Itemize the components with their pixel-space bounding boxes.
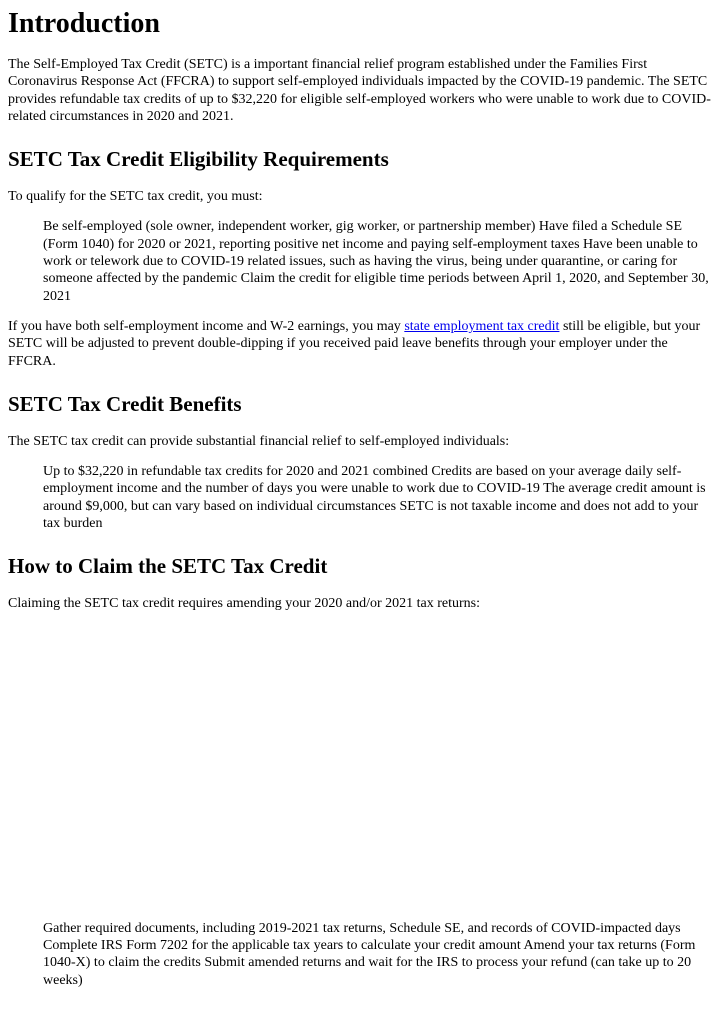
state-employment-tax-credit-link[interactable]: state employment tax credit — [404, 318, 560, 334]
benefits-lead: The SETC tax credit can provide substantial financial relief to self-employed individuals: — [8, 433, 510, 449]
benefits-heading: SETC Tax Credit Benefits — [8, 391, 242, 416]
eligibility-note-before: If you have both self-employment income and W-2 earnings, you may — [8, 318, 405, 334]
eligibility-note — [8, 318, 712, 370]
eligibility-requirements-list: Be self-employed (sole owner, independent worker, gig worker, or partnership member) Have filed a Schedule SE (Form 1040) for 2020 or 2021, reporting positive net income and paying self-employment taxes Have been unable to work or telework due to COVID-19 related issues, such as having the virus, being under quarantine, or caring for someone affected by the pandemic Claim the credit for eligible time periods between April 1, 2020, and September 30, 2021 — [43, 219, 709, 304]
blank-space — [8, 613, 712, 920]
eligibility-note-after: still be eligible, but your SETC will be adjusted to prevent double-dipping if you received paid leave benefits through your employer under the FFCRA. — [8, 318, 701, 369]
eligibility-lead: To qualify for the SETC tax credit, you must: — [8, 189, 263, 205]
claim-heading: How to Claim the SETC Tax Credit — [8, 554, 328, 579]
claim-steps-list: Gather required documents, including 2019-2021 tax returns, Schedule SE, and records of COVID-impacted days Complete IRS Form 7202 for the applicable tax years to calculate your credit amount Amend your tax returns (Form 1040-X) to claim the credits Submit amended returns and wait for the IRS to process your refund (can take up to 20 weeks) — [43, 920, 696, 988]
claim-lead: Claiming the SETC tax credit requires amending your 2020 and/or 2021 tax returns: — [8, 596, 481, 612]
introduction-paragraph: The Self-Employed Tax Credit (SETC) is a important financial relief program established under the Families First Coronavirus Response Act (FFCRA) to support self-employed individuals impacted by the COVID-19 pandemic. The SETC provides refundable tax credits of up to $32,220 for eligible self-employed workers who were unable to work due to COVID-related circumstances in 2020 and 2021. — [8, 57, 711, 124]
eligibility-heading: SETC Tax Credit Eligibility Requirements — [8, 147, 389, 172]
benefits-list: Up to $32,220 in refundable tax credits for 2020 and 2021 combined Credits are based on your average daily self-employment income and the number of days you were unable to work due to COVID-19 The average credit amount is around $9,000, but can vary based on individual circumstances SETC is not taxable income and does not add to your tax burden — [43, 464, 706, 532]
document-page — [8, 0, 712, 989]
introduction-heading: Introduction — [8, 8, 160, 39]
